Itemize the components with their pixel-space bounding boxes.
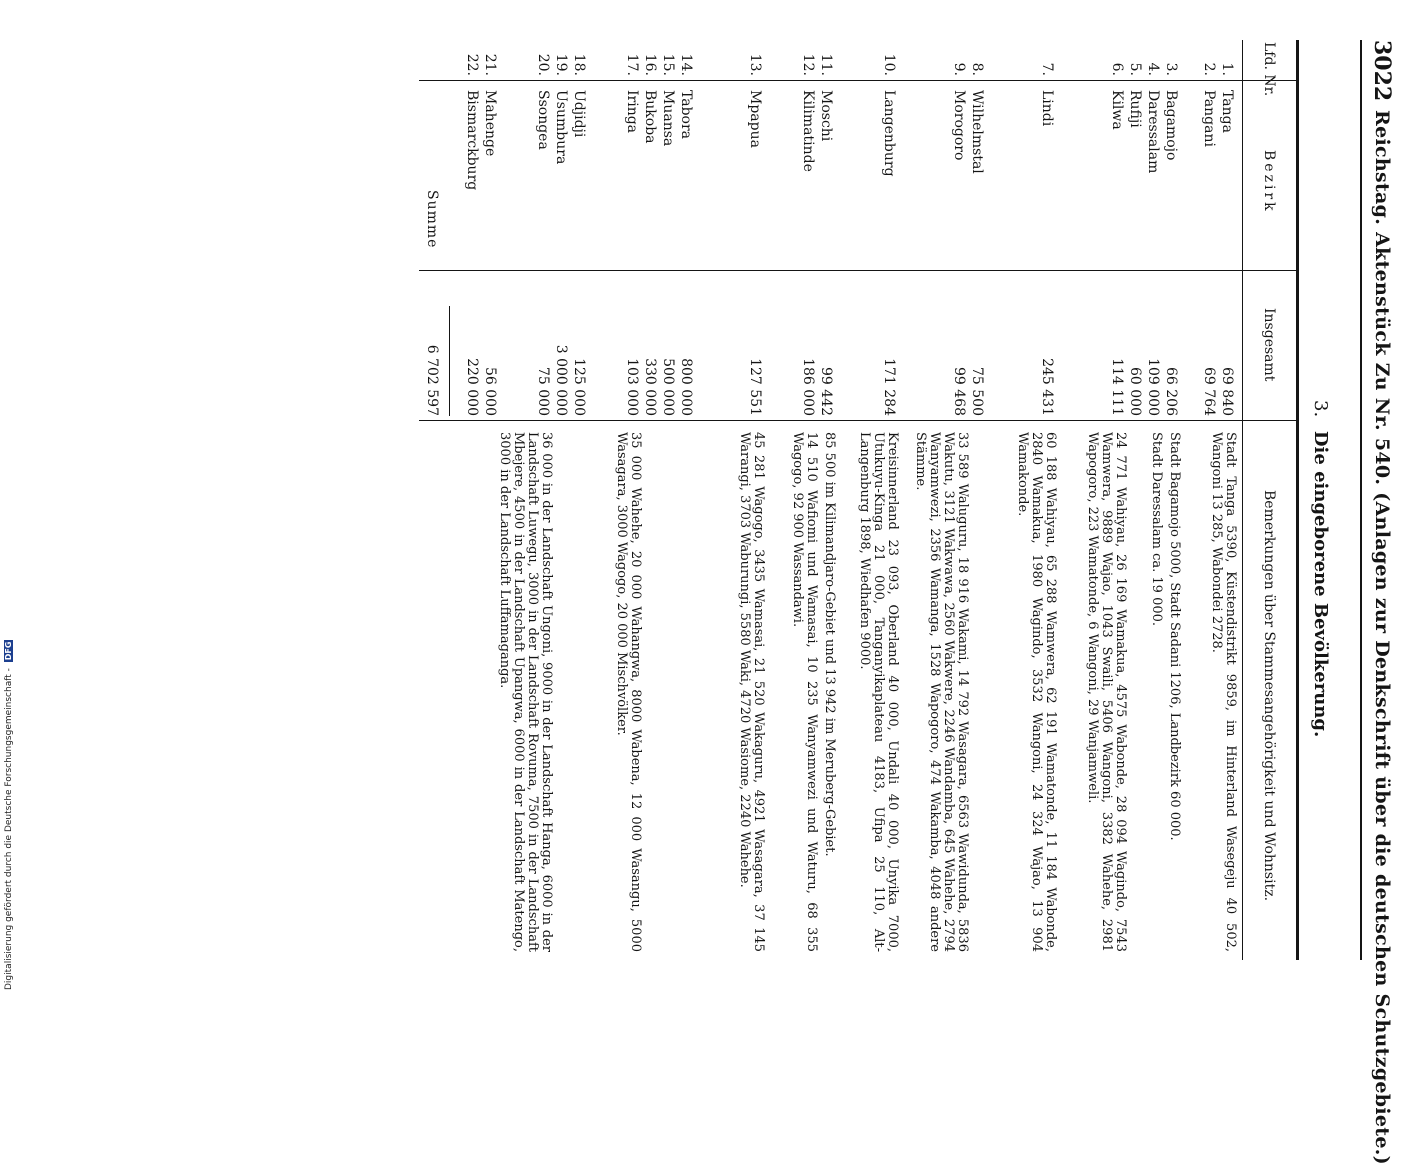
district-name: Udjidji bbox=[571, 90, 587, 138]
district-total: 56 000 bbox=[482, 367, 498, 416]
district-remarks: 24 771 Wahiyau, 26 169 Wamakua, 4575 Wabonde, 28 094 Wagindo, 7543 Wamwera, 9889 Wajao, 1043 Swaili, 5406 Wangoni, 3382 Wahehe, 2981 Wapogoro, 223 Wamatonde, 6 Wangoni, 29 Wanjamweli. bbox=[1084, 432, 1128, 952]
district-name: Usumbura bbox=[553, 90, 569, 165]
district-remarks: 14 510 Wafiomi und Wamasai, 10 235 Wanyamwezi und Waturu, 68 355 Wagogo, 92 900 Wassandawi. bbox=[789, 432, 819, 952]
district-total: 245 431 bbox=[1039, 358, 1055, 416]
row-number: 1. bbox=[1219, 62, 1235, 76]
row-number: 15. bbox=[660, 53, 676, 76]
row-number: 22. bbox=[464, 53, 480, 76]
sum-total: 6 702 597 bbox=[424, 344, 440, 416]
district-name: Mpapua bbox=[747, 90, 763, 148]
col-divider-2 bbox=[419, 270, 1299, 271]
row-number: 5. bbox=[1127, 62, 1143, 76]
district-total: 114 111 bbox=[1109, 358, 1125, 416]
col-header-remarks: Bemerkungen über Stammesangehörigkeit und Wohnsitz. bbox=[1261, 490, 1277, 902]
district-total: 99 468 bbox=[951, 367, 967, 416]
row-number: 21. bbox=[482, 53, 498, 76]
row-number: 7. bbox=[1039, 62, 1055, 76]
district-name: Iringa bbox=[624, 90, 640, 134]
district-name: Bukoba bbox=[642, 90, 658, 144]
district-total: 330 000 bbox=[642, 358, 658, 416]
dfg-logo: DFG bbox=[4, 641, 13, 661]
row-number: 12. bbox=[800, 53, 816, 76]
district-name: Moschi bbox=[818, 90, 834, 142]
district-remarks: 33 589 Waluguru, 18 916 Wakami, 14 792 Wasagara, 6563 Wawidunda, 5836 Wakutu, 3121 Wakwawa, 2560 Wakwere, 2246 Wandamba, 645 Wahehe, 2794 Wanyamwezi, 2356 Wamanga, 1528 Wapogoro, 474 Wakamba, 4048 andere Stämme. bbox=[912, 432, 970, 952]
row-number: 18. bbox=[571, 53, 587, 76]
district-name: Tanga bbox=[1219, 90, 1235, 133]
district-remarks: 36 000 in der Landschaft Ungoni, 9000 in der Landschaft Hanga, 6000 in der Landschaft Luwegu, 3000 in der Landschaft Rovuma, 7500 in der Landschaft Mbejere, 4500 in der Landschaft Upangwa, 6000 in der Landschaft Matengo, 3000 in der Landschaft Luffamaganga. bbox=[496, 432, 554, 952]
district-total: 186 000 bbox=[800, 358, 816, 416]
district-name: Daressalam bbox=[1145, 90, 1161, 174]
digitization-text: Digitalisierung gefördert durch die Deutsche Forschungsgemeinschaft - bbox=[4, 668, 14, 990]
district-remarks: 45 281 Wagogo, 3435 Wamasai, 21 520 Wakaguru, 4921 Wasagara, 37 145 Warangi, 3703 Waburungi, 5580 Waki, 4720 Wasiome, 2240 Wahehe. bbox=[736, 432, 766, 952]
district-remarks: Kreisinnerland 23 093, Oberland 40 000, Undali 40 000, Unyika 7000, Utukuyu-Kinga 21 000, Tanganyikaplateau 4183, Ufipa 25 110, Alt-Langenburg 1898, Wiedhafen 9000. bbox=[856, 432, 900, 952]
digitization-note bbox=[4, 640, 14, 990]
col-header-total: Insgesamt bbox=[1261, 308, 1277, 382]
district-total: 60 000 bbox=[1127, 367, 1143, 416]
col-divider-3 bbox=[419, 420, 1299, 421]
col-divider-1 bbox=[419, 80, 1299, 81]
district-name: Lindi bbox=[1039, 90, 1055, 127]
district-name: Mahenge bbox=[482, 90, 498, 157]
district-total: 500 000 bbox=[660, 358, 676, 416]
district-name: Langenburg bbox=[881, 90, 897, 177]
row-number: 20. bbox=[535, 53, 551, 76]
col-header-bezirk: Bezirk bbox=[1261, 150, 1277, 214]
district-name: Rufiji bbox=[1127, 90, 1143, 128]
district-name: Bagamojo bbox=[1163, 90, 1179, 161]
row-number: 9. bbox=[951, 62, 967, 76]
district-total: 220 000 bbox=[464, 358, 480, 416]
district-remarks: 60 188 Wahiyau, 65 288 Wamwera, 62 191 Wamatonde, 11 184 Wabonde, 2840 Wamakua, 1980 Wagindo, 3532 Wangoni, 24 324 Wajao, 13 904 Wamakonde. bbox=[1014, 432, 1058, 952]
section-title: Die eingeborene Bevölkerung. bbox=[1310, 430, 1331, 738]
section-heading bbox=[1310, 400, 1331, 737]
rotated-sheet bbox=[355, 40, 1395, 1165]
district-name: Tabora bbox=[678, 90, 694, 140]
district-name: Bismarckburg bbox=[464, 90, 480, 191]
district-name: Pangani bbox=[1201, 90, 1217, 147]
district-total: 69 840 bbox=[1219, 367, 1235, 416]
row-number: 11. bbox=[818, 53, 834, 76]
row-number: 2. bbox=[1201, 62, 1217, 76]
col-header-nr: Lfd. Nr. bbox=[1261, 42, 1277, 97]
row-number: 4. bbox=[1145, 62, 1161, 76]
district-name: Kilimatinde bbox=[800, 90, 816, 172]
header-bottom-rule bbox=[1242, 40, 1243, 960]
section-number: 3. bbox=[1310, 400, 1331, 418]
district-total: 75 500 bbox=[969, 367, 985, 416]
running-header: Reichstag. Aktenstück Zu Nr. 540. (Anlagen zur Denkschrift über die deutschen Schutzgebiete.) bbox=[1371, 110, 1393, 1165]
district-total: 66 206 bbox=[1163, 367, 1179, 416]
header-rule bbox=[1360, 40, 1362, 960]
district-total: 171 284 bbox=[881, 358, 897, 416]
row-number: 16. bbox=[642, 53, 658, 76]
district-name: Kilwa bbox=[1109, 90, 1125, 130]
row-number: 10. bbox=[881, 53, 897, 76]
district-total: 109 000 bbox=[1145, 358, 1161, 416]
page-number: 3022 bbox=[1369, 40, 1395, 102]
district-name: Morogoro bbox=[951, 90, 967, 161]
row-number: 6. bbox=[1109, 62, 1125, 76]
district-name: Ssongea bbox=[535, 90, 551, 150]
district-name: Wilhelmstal bbox=[969, 90, 985, 174]
district-total: 125 000 bbox=[571, 358, 587, 416]
row-number: 8. bbox=[969, 62, 985, 76]
district-total: 3 000 000 bbox=[553, 344, 569, 416]
district-total: 75 000 bbox=[535, 367, 551, 416]
row-number: 17. bbox=[624, 53, 640, 76]
district-remarks: 85 500 im Kilimandjaro-Gebiet und 13 942 im Meruberg-Gebiet. bbox=[822, 432, 837, 857]
row-number: 14. bbox=[678, 53, 694, 76]
table-top-rule bbox=[1296, 40, 1299, 960]
district-remarks: Stadt Daressalam ca. 19 000. bbox=[1149, 432, 1164, 627]
sum-rule bbox=[449, 306, 450, 416]
district-remarks: Stadt Bagamojo 5000, Stadt Sadani 1206, Landbezirk 60 000. bbox=[1167, 432, 1182, 841]
row-number: 19. bbox=[553, 53, 569, 76]
district-total: 103 000 bbox=[624, 358, 640, 416]
district-total: 127 551 bbox=[747, 358, 763, 416]
row-number: 13. bbox=[747, 53, 763, 76]
district-remarks: Stadt Tanga 5390, Küstendistrikt 9859, im Hinterland Wasegeju 40 502, Wangoni 13 285, Wabondei 2728. bbox=[1208, 432, 1238, 952]
district-remarks: 35 000 Wahehe, 20 000 Wahangwa, 8000 Wabena, 12 000 Wasangu, 5000 Wasagara, 3000 Wagogo, 20 000 Mischvölker. bbox=[613, 432, 643, 952]
row-number: 3. bbox=[1163, 62, 1179, 76]
district-total: 800 000 bbox=[678, 358, 694, 416]
district-total: 69 764 bbox=[1201, 367, 1217, 416]
district-name: Muansa bbox=[660, 90, 676, 147]
sum-label: Summe bbox=[424, 190, 440, 249]
district-total: 99 442 bbox=[818, 367, 834, 416]
